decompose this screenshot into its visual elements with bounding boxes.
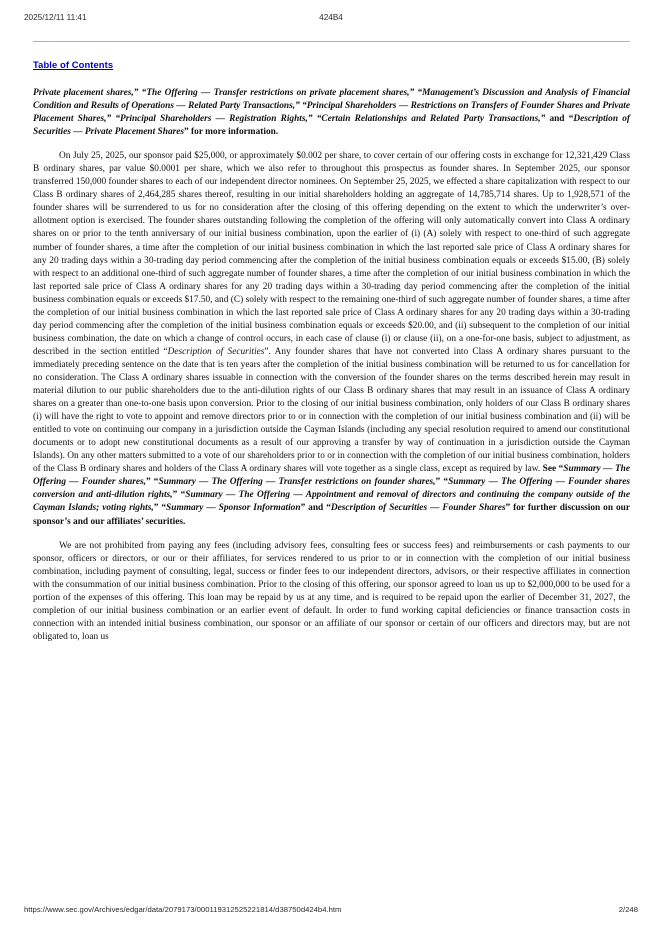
see-ref-sep-3: ” “ — [172, 490, 186, 501]
print-footer-page-indicator: 2/248 — [618, 905, 638, 914]
print-footer-url: https://www.sec.gov/Archives/edgar/data/2079173/000119312525221814/d38750d424b4.htm — [24, 905, 342, 914]
header-divider — [33, 41, 630, 42]
see-ref-founder-shares: Summary — The Offering — Founder shares, — [33, 464, 630, 488]
see-ref-sponsor-information: Summary — Sponsor Information — [166, 503, 301, 514]
founder-shares-text-part-2: ”. Any founder shares that have not converted into Class A ordinary shares pursuant to the immediately preceding sentence on the date that is ten years after the completion of the initial business combination will be returned to us for cancellation for no consideration. The Class A ordinary shares issuable in connection with the conversion of the founder shares on the terms described herein may result in material dilution to our public shareholders due to the anti-dilution rights of our Class B ordinary shares that may result in an issuance of Class A ordinary shares on a greater than one-to-one basis upon conversion. Prior to the closing of our initial business combination, only holders of our Class B ordinary shares (i) will have the right to vote to appoint and remove directors prior to or in connection with the completion of our initial business combination and (ii) will be entitled to vote on continuing our company in a jurisdiction outside the Cayman Islands (including any special resolution required to amend our constitutional documents or to adopt new constitutional documents as a result of our approving a transfer by way of continuation in a jurisdiction outside the Cayman Islands). On any other matters submitted to a vote of our shareholders prior to or in connection with the completion of our initial business combination, holders of the Class B ordinary shares and holders of the Class A ordinary shares will vote together as a single class, except as required by law. — [33, 346, 630, 475]
print-header-date: 2025/12/11 11:41 — [24, 13, 87, 22]
see-ref-sep-4: ” “ — [153, 503, 167, 514]
print-footer — [0, 905, 662, 919]
see-ref-conversion-anti-dilution: Summary — The Offering — Founder shares conversion and anti-dilution rights, — [33, 477, 630, 501]
see-ref-sep-5: ” and “ — [300, 503, 331, 514]
founder-shares-text-part-1: On July 25, 2025, our sponsor paid $25,000, or approximately $0.002 per share, to cover certain of our offering costs in exchange for 12,321,429 Class B ordinary shares, par value $0.0001 per share, which we also refer to throughout this prospectus as founder shares. In September 2025, our sponsor transferred 150,000 founder shares to each of our independent director nominees. On September 25, 2025, we effected a share capitalization with respect to our Class B ordinary shares of 2,464,285 shares thereof, resulting in our initial shareholders holding an aggregate of 14,785,714 shares. Up to 1,928,571 of the founder shares will be surrendered to us for no consideration after the closing of this offering depending on the extent to which the underwriter’s over-allotment option is exercised. The founder shares outstanding following the completion of the offering will only automatically convert into Class A ordinary shares on or prior to the tenth anniversary of our initial business combination, upon the earlier of (i) (A) solely with respect to one-third of such aggregate number of founder shares, a time after the completion of our initial business combination in which the last reported sale price of Class A ordinary shares for any 20 trading days within a 30-trading day period commencing after the completion of the initial business combination equals or exceeds $15.00, (B) solely with respect to an additional one-third of such aggregate number of founder shares, a time after the completion of our initial business combination in which the last reported sale price of Class A ordinary shares for any 20 trading days within a 30-trading day period commencing after the completion of the initial business combination equals or exceeds $17.50, and (C) solely with respect to the remaining one-third of such aggregate number of founder shares, a time after the completion of our initial business combination in which the last reported sale price of Class A ordinary shares for any 20 trading days within a 30-trading day period commencing after the completion of the initial business combination equals or exceeds $20.00, and (ii) subsequent to the completion of our initial business combination, the date on which a change of control occurs, in each case of clause (i) or clause (ii), on a one-for-one basis, subject to adjustment, as described in the section entitled “ — [33, 151, 630, 357]
founder-shares-paragraph — [33, 150, 630, 528]
see-label: See “ — [542, 464, 564, 475]
cross-reference-paragraph — [33, 87, 630, 139]
see-ref-description-of-securities-founder-shares: Description of Securities — Founder Shares — [330, 503, 506, 514]
see-ref-sep-2: ” “ — [435, 477, 449, 488]
print-header-form-title: 424B4 — [319, 13, 343, 22]
see-ref-appointment-removal-directors: Summary — The Offering — Appointment and removal of directors and continuing the company outside of the Cayman Islands; voting rights, — [33, 490, 631, 514]
cross-ref-title-private-placement-shares: Description of Securities — Private Placement Shares — [33, 114, 630, 138]
see-ref-sep-1: ” “ — [145, 477, 159, 488]
table-of-contents-link[interactable]: Table of Contents — [33, 59, 114, 70]
document-body — [33, 55, 630, 644]
cross-ref-connector: and “ — [545, 114, 574, 125]
print-header — [0, 13, 662, 27]
cross-ref-tail: ” for more information. — [184, 127, 279, 138]
cross-ref-titles-leading: Private placement shares,” “The Offering — Transfer restrictions on private placement shares,” “Management’s Discussion and Analysis of Financial Condition and Results of Operations — Related Party Transactions,” “Principal Shareholders — Restrictions on Transfers of Founder Shares and Private Placement Shares,” “Principal Shareholders — Registration Rights,” “Certain Relationships and Related Party Transactions,” — [33, 88, 630, 125]
see-ref-transfer-restrictions: Summary — The Offering — Transfer restrictions on founder shares, — [158, 477, 436, 488]
see-ref-tail: ” for further discussion on our sponsor’s and our affiliates’ securities. — [33, 503, 630, 527]
fees-and-loans-paragraph: We are not prohibited from paying any fees (including advisory fees, consulting fees or success fees) and reimbursements or cash payments to our sponsor, officers or directors, or our or their affiliates, for services rendered to us prior to or in connection with the completion of our initial business combination, including payment of consulting, legal, success or finder fees to our independent directors, advisors, or their respective affiliates in connection with the consummation of our initial business combination. Prior to the closing of this offering, our sponsor agreed to loan us up to $2,000,000 to be used for a portion of the expenses of this offering. This loan may be repaid by us at any time, and is required to be repaid upon the earlier of December 31, 2027, the completion of our initial business combination or an earlier event of default. In order to fund working capital deficiencies or finance transaction costs in connection with an intended initial business combination, our sponsor or an affiliate of our sponsor or certain of our officers and directors may, but are not obligated to, loan us — [33, 540, 630, 642]
founder-shares-section-reference-description-of-securities: Description of Securities — [167, 346, 265, 357]
